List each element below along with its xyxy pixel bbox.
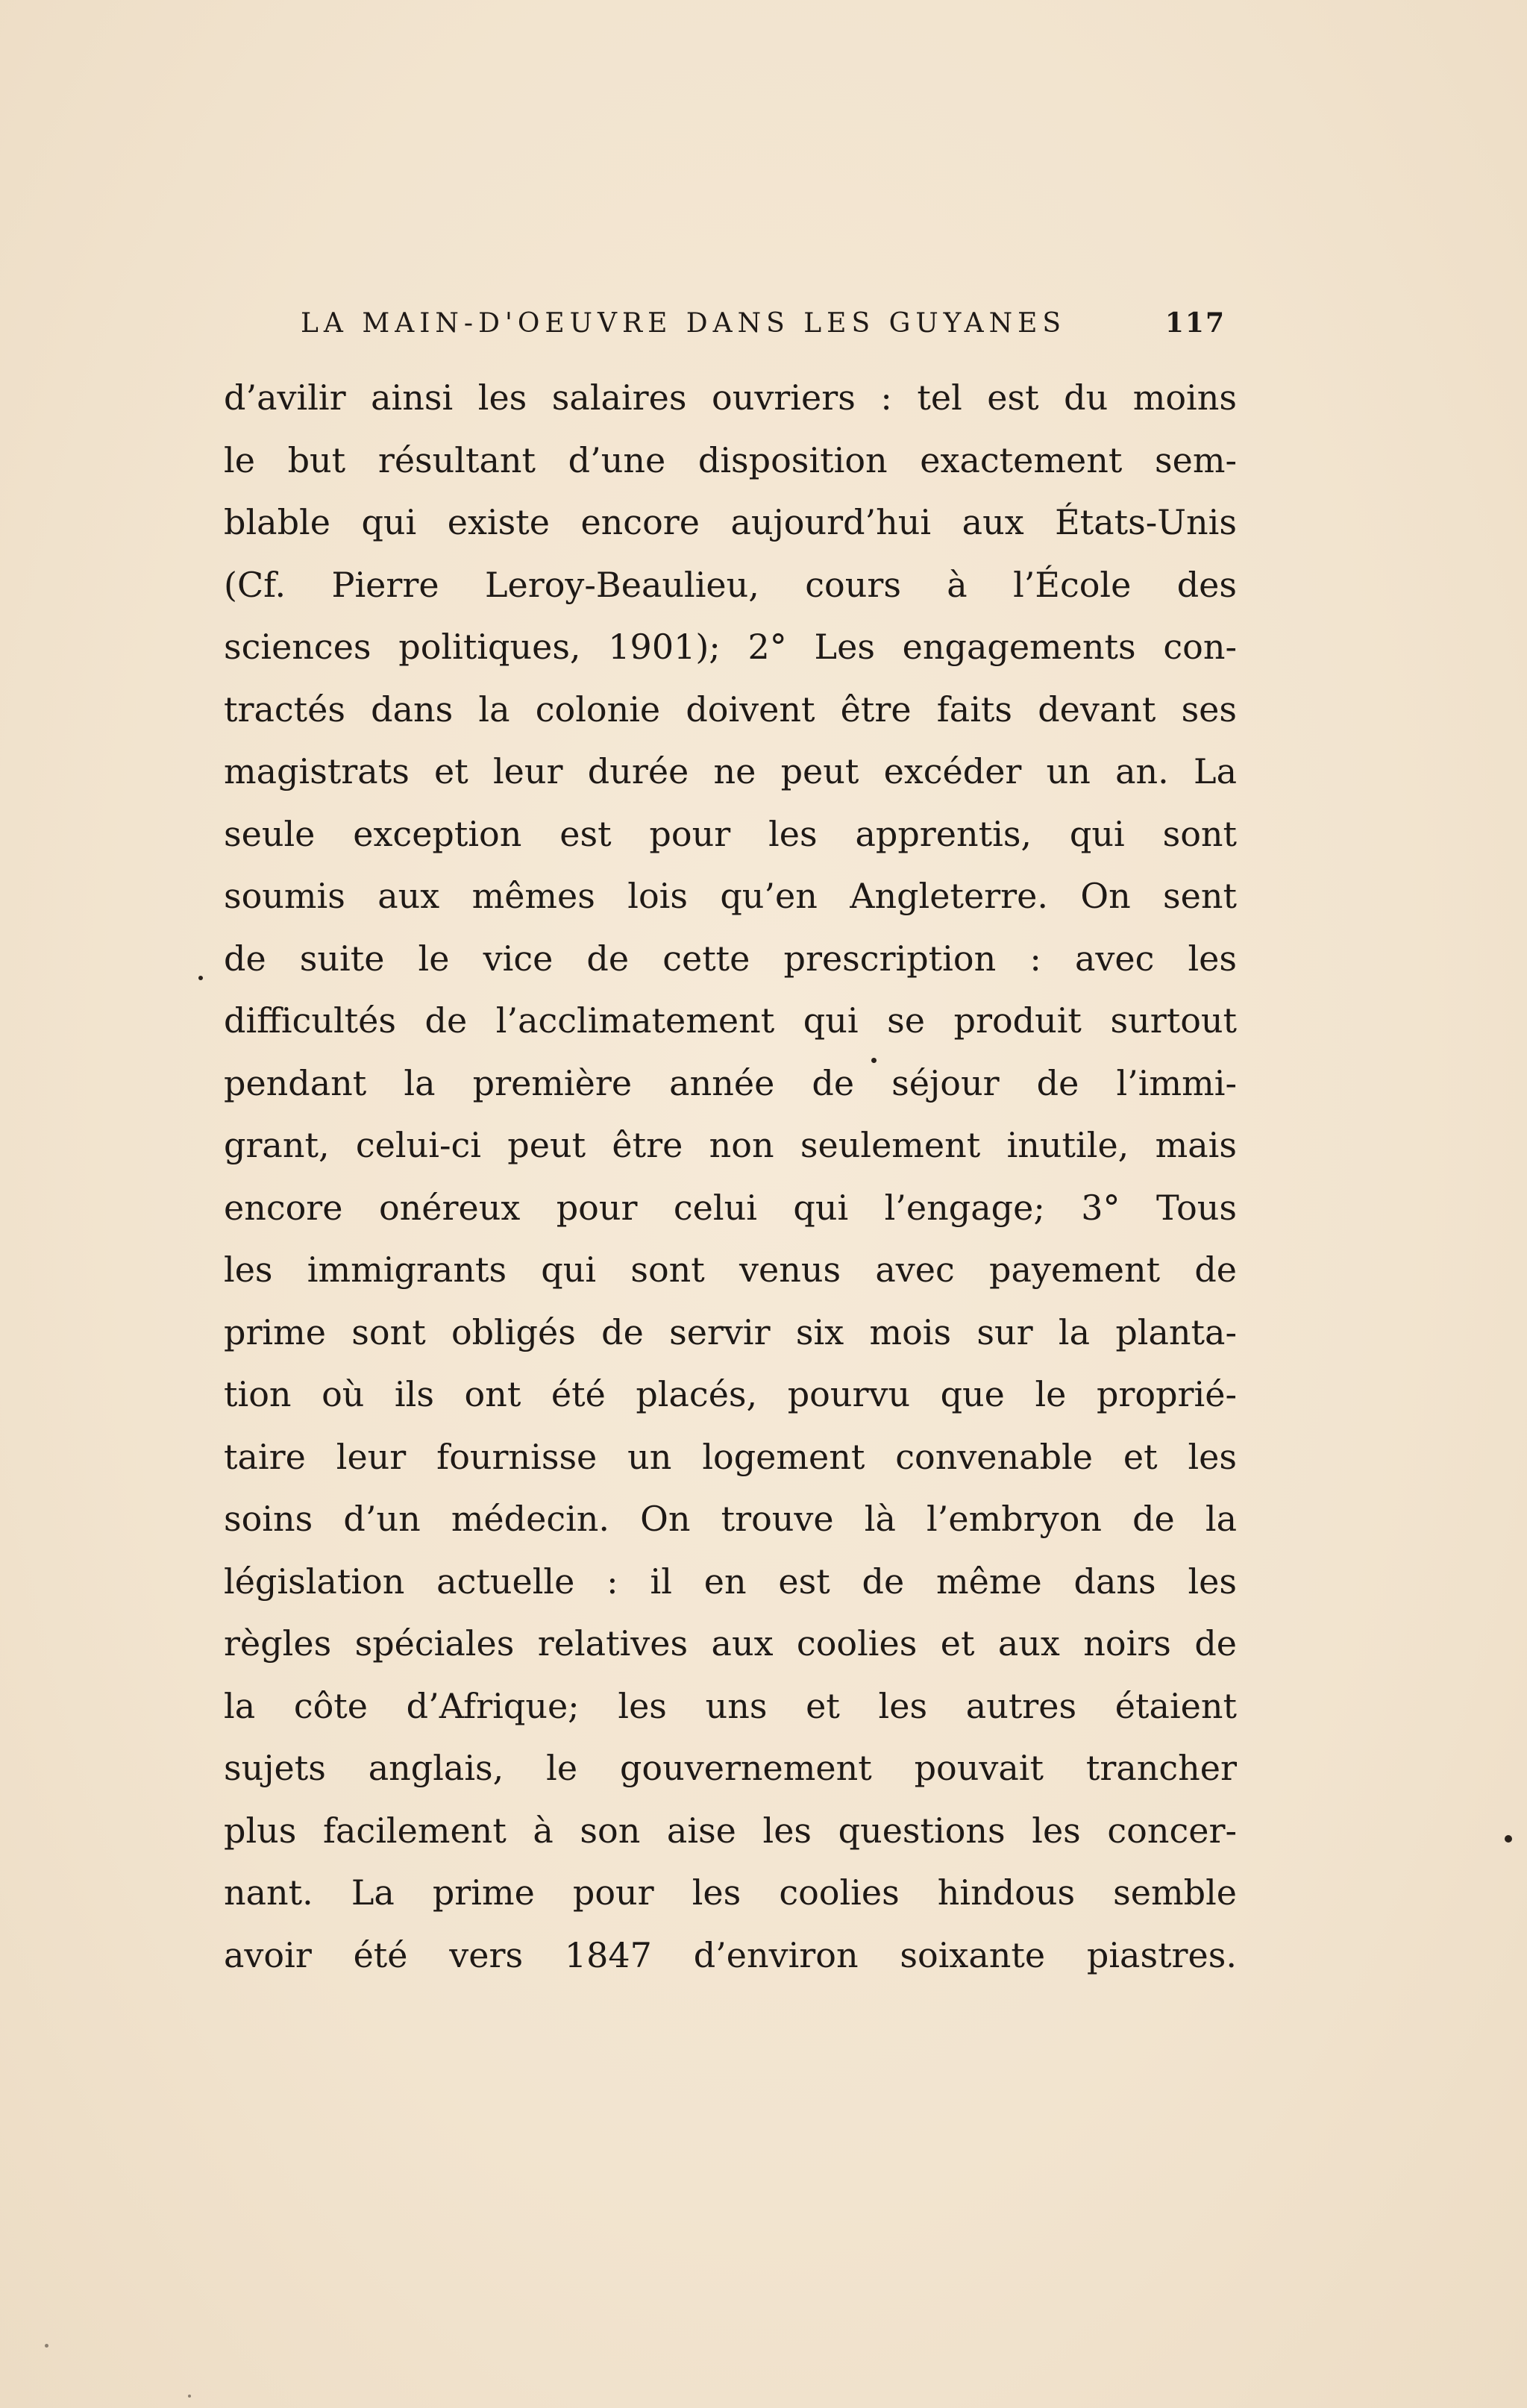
text-line: encore onéreux pour celui qui l’engage; 3° Tous xyxy=(224,1187,1237,1228)
text-line: d’avilir ainsi les salaires ouvriers : tel est du moins xyxy=(224,377,1237,418)
text-line: le but résultant d’une disposition exactement sem- xyxy=(224,439,1237,480)
text-line: sujets anglais, le gouvernement pouvait trancher xyxy=(224,1748,1237,1788)
text-line: seule exception est pour les apprentis, qui sont xyxy=(224,813,1237,854)
text-line: soins d’un médecin. On trouve là l’embryon de la xyxy=(224,1499,1237,1539)
page-number: 117 xyxy=(1164,307,1226,339)
text-line: règles spéciales relatives aux coolies et aux noirs de xyxy=(224,1623,1237,1664)
text-line: tion où ils ont été placés, pourvu que le proprié- xyxy=(224,1374,1237,1414)
paper-speck xyxy=(198,976,203,980)
text-line: nant. La prime pour les coolies hindous semble xyxy=(224,1872,1237,1913)
paper-speck xyxy=(871,1058,877,1063)
text-line: pendant la première année de séjour de l’immi- xyxy=(224,1062,1237,1103)
text-line: sciences politiques, 1901); 2° Les engagements con- xyxy=(224,627,1237,667)
body-paragraph xyxy=(224,367,1237,1987)
running-header xyxy=(301,307,1226,352)
text-line: soumis aux mêmes lois qu’en Angleterre. On sent xyxy=(224,876,1237,916)
text-line: taire leur fournisse un logement convenable et les xyxy=(224,1436,1237,1477)
paper-speck xyxy=(188,2395,191,2398)
text-line: blable qui existe encore aujourd’hui aux États-Unis xyxy=(224,502,1237,542)
text-line: magistrats et leur durée ne peut excéder un an. La xyxy=(224,751,1237,791)
text-line: plus facilement à son aise les questions les concer- xyxy=(224,1810,1237,1851)
text-line: prime sont obligés de servir six mois sur la planta- xyxy=(224,1311,1237,1352)
text-line: la côte d’Afrique; les uns et les autres étaient xyxy=(224,1685,1237,1726)
text-line: difficultés de l’acclimatement qui se produit surtout xyxy=(224,1000,1237,1041)
text-line: (Cf. Pierre Leroy-Beaulieu, cours à l’École des xyxy=(224,564,1237,605)
text-line: de suite le vice de cette prescription : avec les xyxy=(224,938,1237,979)
text-line: grant, celui-ci peut être non seulement inutile, mais xyxy=(224,1125,1237,1165)
paper-speck xyxy=(45,2344,48,2348)
running-title: LA MAIN-D'OEUVRE DANS LES GUYANES xyxy=(301,308,1067,339)
text-line: avoir été vers 1847 d’environ soixante piastres. xyxy=(224,1934,1237,1975)
text-line: législation actuelle : il en est de même dans les xyxy=(224,1561,1237,1602)
paper-speck xyxy=(1505,1835,1512,1843)
text-line: tractés dans la colonie doivent être faits devant ses xyxy=(224,689,1237,730)
text-line: les immigrants qui sont venus avec payement de xyxy=(224,1250,1237,1290)
